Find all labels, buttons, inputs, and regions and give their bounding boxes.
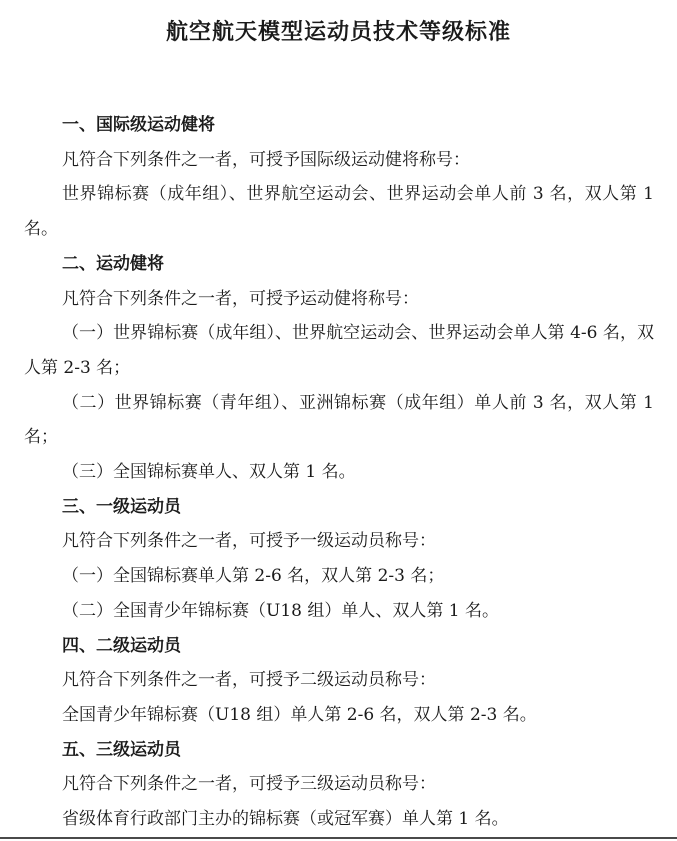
- section-first-class: [24, 490, 654, 629]
- paragraph: 省级体育行政部门主办的锦标赛（或冠军赛）单人第 1 名。: [62, 809, 509, 830]
- document-title: 航空航天模型运动员技术等级标准: [165, 20, 511, 45]
- section-master: [24, 247, 654, 490]
- section-heading: 三、一级运动员: [62, 496, 181, 517]
- paragraph: （一）世界锦标赛（成年组）、世界航空运动会、世界运动会单人第 4-6 名，双人第 2-3 名；: [24, 323, 654, 378]
- bottom-divider: [0, 837, 677, 839]
- paragraph: 凡符合下列条件之一者，可授予一级运动员称号：: [62, 531, 436, 552]
- paragraph: （二）世界锦标赛（青年组）、亚洲锦标赛（成年组）单人前 3 名，双人第 1 名；: [24, 392, 654, 448]
- section-heading: 四、二级运动员: [62, 635, 181, 656]
- paragraph: 凡符合下列条件之一者，可授予运动健将称号：: [62, 288, 419, 309]
- section-international-master: [24, 108, 654, 247]
- paragraph: 世界锦标赛（成年组）、世界航空运动会、世界运动会单人前 3 名，双人第 1 名。: [24, 184, 654, 240]
- paragraph: （一）全国锦标赛单人第 2-6 名，双人第 2-3 名；: [62, 566, 445, 587]
- section-third-class: [24, 733, 654, 837]
- paragraph: （二）全国青少年锦标赛（U18 组）单人、双人第 1 名。: [62, 600, 499, 621]
- section-heading: 二、运动健将: [62, 253, 164, 274]
- document-body: [24, 108, 654, 837]
- paragraph: 凡符合下列条件之一者，可授予国际级运动健将称号：: [62, 149, 470, 170]
- section-heading: 一、国际级运动健将: [62, 115, 215, 135]
- paragraph: 凡符合下列条件之一者，可授予二级运动员称号：: [62, 670, 436, 691]
- paragraph: （三）全国锦标赛单人、双人第 1 名。: [62, 462, 356, 483]
- section-second-class: [24, 629, 654, 733]
- paragraph: 全国青少年锦标赛（U18 组）单人第 2-6 名，双人第 2-3 名。: [62, 704, 537, 725]
- section-heading: 五、三级运动员: [62, 739, 181, 760]
- paragraph: 凡符合下列条件之一者，可授予三级运动员称号：: [62, 774, 436, 795]
